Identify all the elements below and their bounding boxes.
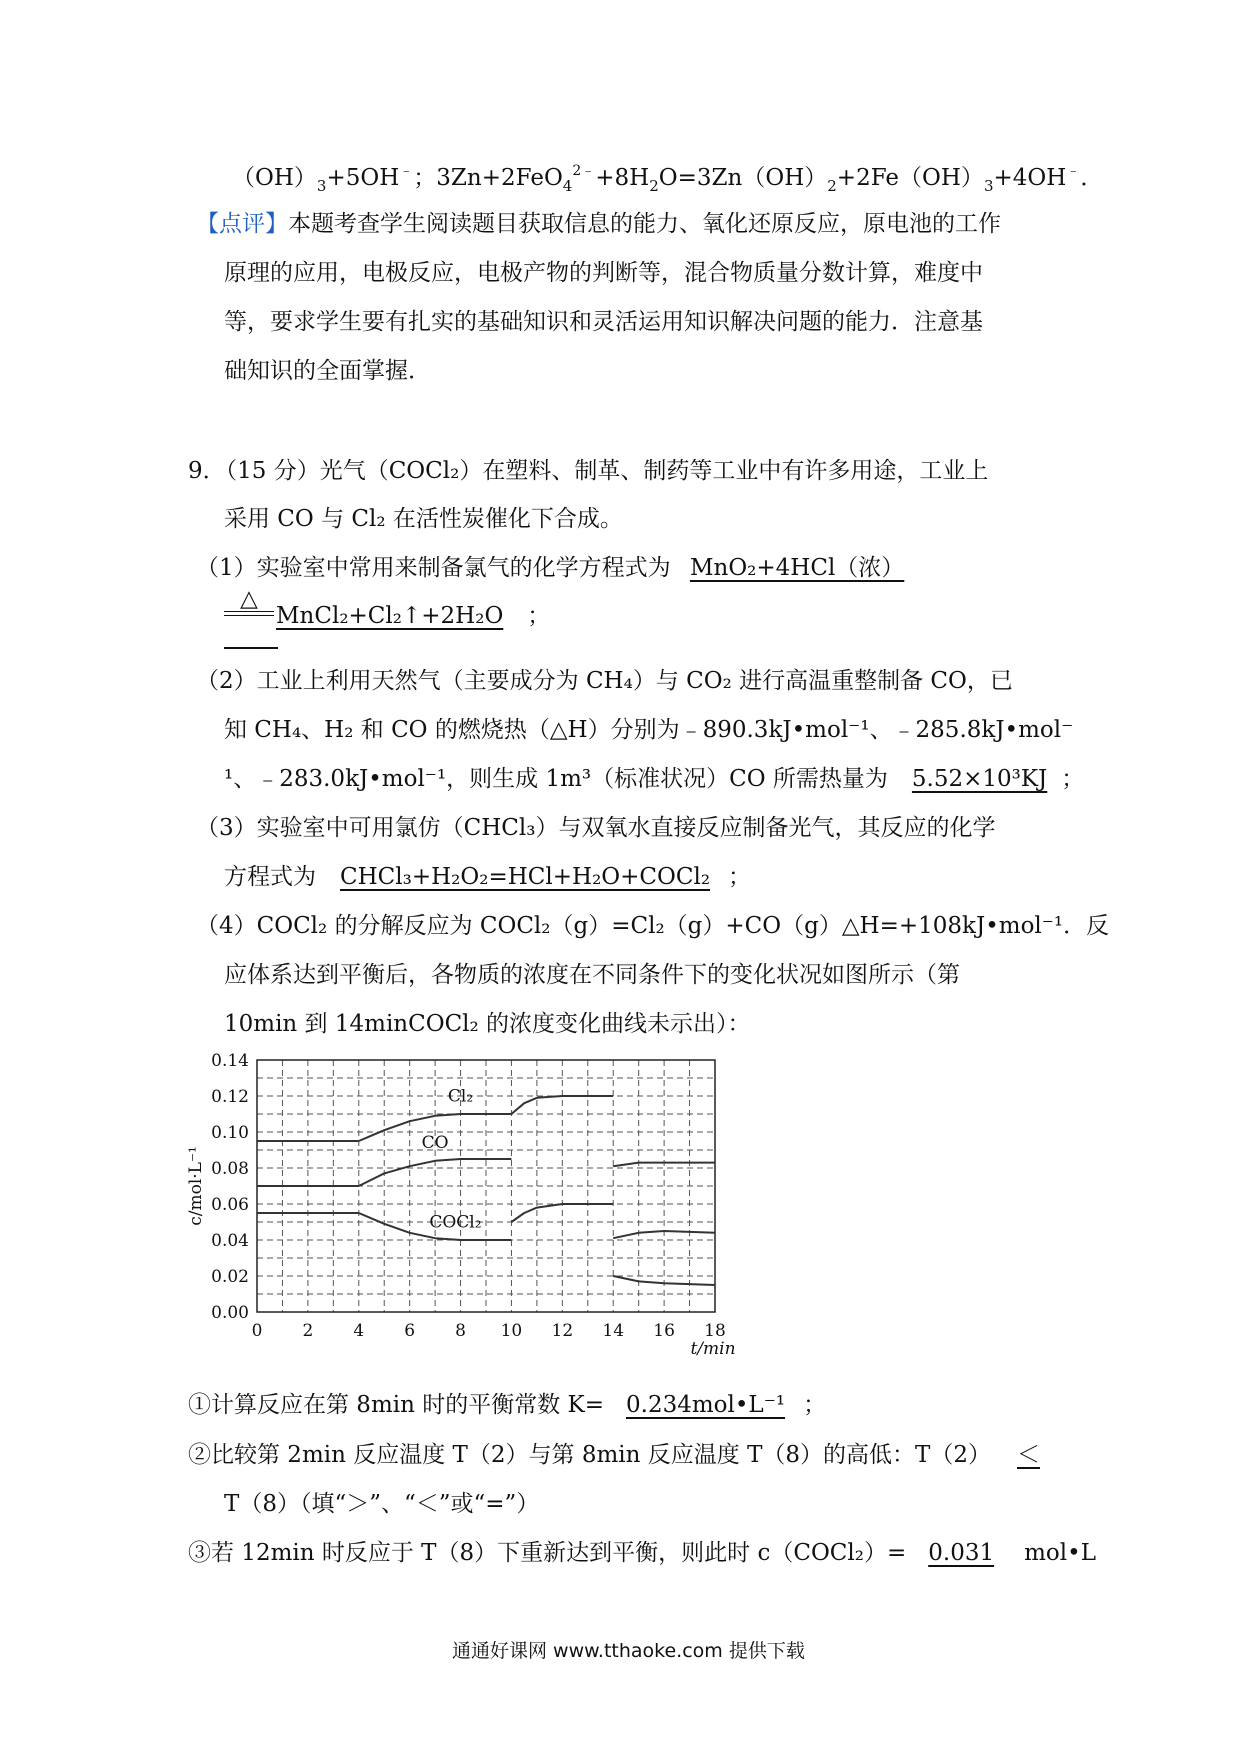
q9-line-2: 采用 CO 与 Cl₂ 在活性炭催化下合成。 [224,506,623,532]
series-label: CO [421,1133,449,1154]
q9-part2-line-3: ¹、﹣283.0kJ•mol⁻¹，则生成 1m³（标准状况）CO 所需热量为 5.52×10³KJ ； [224,766,1085,792]
x-tick-label: 0 [251,1321,263,1341]
x-tick-label: 4 [353,1321,365,1341]
q9-part3-line-1: （3）实验室中可用氯仿（CHCl₃）与双氧水直接反应制备光气，其反应的化学 [196,815,996,841]
series-label: COCl₂ [429,1212,482,1233]
series-label: Cl₂ [447,1086,474,1107]
q9-sub3: ③若 12min 时反应于 T（8）下重新达到平衡，则此时 c（COCl₂）= 0.031 mol•L [188,1540,1096,1566]
concentration-chart [185,1050,745,1360]
answer-compare: ＜ [1017,1442,1041,1468]
q9-part4-line-3: 10min 到 14minCOCl₂ 的浓度变化曲线未示出）： [224,1011,751,1037]
y-tick-label: 0.06 [211,1195,249,1215]
y-axis-label: c/mol·L⁻¹ [186,1146,206,1226]
q9-sub1: ①计算反应在第 8min 时的平衡常数 K= 0.234mol•L⁻¹ ； [188,1392,827,1418]
y-tick-label: 0.00 [211,1303,249,1323]
equation-continuation: $(OH)_3+5OH^﹣$；$3Zn+2FeO_4^{2﹣}+8H_2O=3Zn(OH)_2+2Fe(OH)_3+4OH^﹣$． [232,163,1104,195]
x-tick-label: 16 [653,1321,675,1341]
answer-part1b: MnCl₂+Cl₂↑+2H₂O [276,603,504,629]
answer-k: 0.234mol•L⁻¹ [626,1392,786,1418]
delta-condition: △ [224,588,274,616]
q9-part4-line-2: 应体系达到平衡后，各物质的浓度在不同条件下的变化状况如图所示（第 [224,962,960,988]
answer-cocl2: 0.031 [928,1540,995,1566]
x-tick-label: 18 [704,1321,726,1341]
q9-part1-line: （1）实验室中常用来制备氯气的化学方程式为 MnO₂+4HCl（浓） [196,552,922,584]
review-line-3: 等，要求学生要有扎实的基础知识和灵活运用知识解决问题的能力．注意基 [224,309,983,335]
y-tick-label: 0.12 [211,1087,249,1107]
y-tick-label: 0.04 [211,1231,249,1251]
q9-sub2-line2: T（8）（填“＞”、“＜”或“=”） [224,1491,540,1517]
x-tick-label: 12 [551,1321,574,1341]
footer-text: 通通好课网 www.tthaoke.com 提供下载 [452,1640,805,1662]
review-line-1: 【点评】本题考查学生阅读题目获取信息的能力、氧化还原反应，原电池的工作 [196,211,1001,237]
y-tick-label: 0.10 [211,1123,249,1143]
x-tick-label: 10 [500,1321,523,1341]
q9-part3-line-2: 方程式为 CHCl₃+H₂O₂=HCl+H₂O+COCl₂ ； [224,864,752,890]
x-tick-label: 2 [302,1321,314,1341]
q9-sub2: ②比较第 2min 反应温度 T（2）与第 8min 反应温度 T（8）的高低：T（2） ＜ [188,1439,1046,1471]
q9-line-1: 9．（15 分）光气（COCl₂）在塑料、制革、制药等工业中有许多用途，工业上 [188,458,989,484]
y-tick-label: 0.14 [211,1051,249,1071]
y-tick-label: 0.02 [211,1267,249,1287]
q9-part2-line-1: （2）工业上利用天然气（主要成分为 CH₄）与 CO₂ 进行高温重整制备 CO，已 [196,668,1013,694]
x-tick-label: 8 [455,1321,466,1341]
review-tag: 【点评】 [196,211,288,237]
x-tick-label: 6 [404,1321,416,1341]
y-tick-label: 0.08 [211,1159,249,1179]
answer-part2: 5.52×10³KJ [911,766,1048,792]
q9-part2-line-2: 知 CH₄、H₂ 和 CO 的燃烧热（△H）分别为﹣890.3kJ•mol⁻¹、﹣285.8kJ•mol⁻ [224,717,1074,743]
x-axis-label: t/min [690,1339,736,1359]
review-line-2: 原理的应用，电极反应，电极产物的判断等，混合物质量分数计算，难度中 [224,260,983,286]
answer-part1a: MnO₂+4HCl（浓） [689,555,905,581]
x-tick-label: 14 [602,1321,625,1341]
q9-part1-line2: MnCl₂+Cl₂↑+2H₂O ； [276,603,551,629]
q9-part4-line-1: （4）COCl₂ 的分解反应为 COCl₂（g）=Cl₂（g）+CO（g）△H=+108kJ•mol⁻¹．反 [196,913,1110,939]
answer-part3: CHCl₃+H₂O₂=HCl+H₂O+COCl₂ [340,864,711,890]
review-line-4: 础知识的全面掌握． [224,358,431,384]
answer-underline-tail [224,647,278,649]
